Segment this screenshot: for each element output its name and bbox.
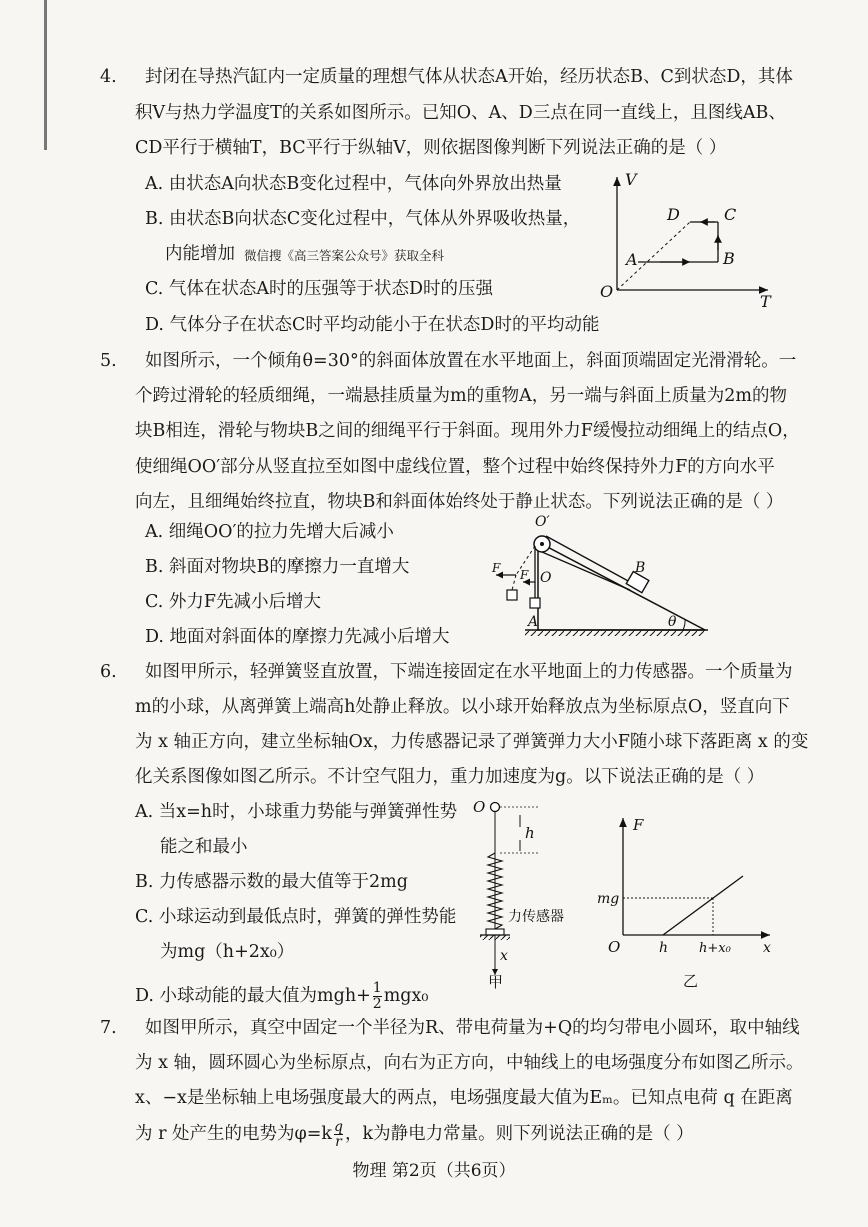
label-o-prime: O′ (535, 514, 550, 530)
question-5-stem-line: 如图所示，一个倾角θ=30°的斜面体放置在水平地面上，斜面顶端固定光滑滑轮。一 (145, 351, 797, 371)
pulley-axle (540, 542, 544, 546)
f-label: F (633, 816, 644, 834)
v-label: V (625, 170, 637, 189)
origin-label: O (600, 282, 614, 301)
option-d-prefix: D. 小球动能的最大值为mgh+ (135, 986, 371, 1006)
caption-yi: 乙 (683, 972, 699, 990)
sensor-label: 力传感器 (508, 909, 564, 925)
question-6-option-b: B. 力传感器示数的最大值等于2mg (135, 872, 408, 892)
question-6-option-c-cont: 为mg（h+2x₀） (160, 942, 295, 962)
theta-arc (683, 619, 685, 630)
page-footer: 物理 第2页（共6页） (352, 1161, 516, 1181)
fraction-denominator: r (335, 1134, 342, 1150)
force-sensor (486, 929, 504, 935)
question-4-option-b: B. 由状态B向状态C变化过程中，气体从外界吸收热量， (145, 209, 581, 229)
ground-hatch (525, 630, 705, 636)
yi-x-label: x (763, 940, 771, 956)
margin-line (44, 0, 47, 150)
weight-a-solid (530, 598, 540, 608)
point-c-label: C (724, 205, 737, 224)
h-plus-x0-label: h+x₀ (699, 941, 731, 956)
mg-label: mg (597, 891, 620, 907)
label-f-dashed: F (492, 561, 501, 575)
label-a: A (528, 614, 539, 630)
question-4-option-c: C. 气体在状态A时的压强等于状态D时的压强 (145, 279, 494, 299)
label-o: O (540, 570, 552, 586)
question-7-stem-line: 如图甲所示，真空中固定一个半径为R、带电荷量为+Q的均匀带电小圆环，取中轴线 (145, 1018, 800, 1038)
spring-figure-jia (460, 795, 590, 995)
question-6-option-a: A. 当x=h时，小球重力势能与弹簧弹性势 (135, 802, 458, 822)
caption-jia: 甲 (488, 973, 504, 991)
t-label: T (760, 292, 771, 311)
question-5-option-d: D. 地面对斜面体的摩擦力先减小后增大 (145, 627, 450, 647)
question-6-option-c: C. 小球运动到最低点时，弹簧的弹性势能 (135, 907, 457, 927)
f-x-graph-yi (597, 810, 780, 990)
question-number: 5. (100, 351, 117, 371)
question-6-stem-line: 化关系图像如图乙所示。不计空气阻力，重力加速度为g。以下说法正确的是（ ） (135, 767, 765, 787)
fraction-numerator: q (334, 1119, 343, 1135)
label-b: B (635, 560, 646, 576)
question-4-stem-line: CD平行于横轴T，BC平行于纵轴V，则依据图像判断下列说法正确的是（ ） (135, 138, 727, 158)
question-number: 7. (100, 1018, 117, 1038)
incline-pulley-figure (480, 512, 730, 647)
fraction-numerator: 1 (372, 980, 382, 996)
jia-h-label: h (525, 824, 535, 842)
point-a-label: A (626, 250, 638, 269)
question-5-stem-line: 向左，且细绳始终拉直，物块B和斜面体始终处于静止状态。下列说法正确的是（ ） (135, 492, 784, 512)
question-number: 4. (100, 67, 117, 87)
point-b-label: B (723, 249, 735, 268)
question-6-stem-line: 为 x 轴正方向，建立坐标轴Ox，力传感器记录了弹簧弹力大小F随小球下落距离 x 的变 (135, 732, 809, 752)
question-7-stem-line: 为 x 轴，圆环圆心为坐标原点，向右为正方向，中轴线上的电场强度分布如图乙所示。 (135, 1053, 804, 1073)
weight-a-dashed (507, 590, 517, 600)
h-tick-label: h (659, 940, 669, 956)
question-4-option-a: A. 由状态A向状态B变化过程中，气体向外界放出热量 (145, 174, 562, 194)
rope-dashed-lower (512, 575, 516, 590)
yi-origin-label: O (608, 938, 621, 956)
label-theta: θ (668, 614, 677, 630)
question-5-stem-line: 块B相连，滑轮与物块B之间的细绳平行于斜面。现用外力F缓慢拉动细绳上的结点O， (135, 421, 800, 441)
question-5-stem-line: 个跨过滑轮的轻质细绳，一端悬挂质量为m的重物A，另一端与斜面上质量为2m的物 (135, 386, 787, 406)
sensor-hatch (480, 935, 510, 940)
question-4-stem-line: 封闭在导热汽缸内一定质量的理想气体从状态A开始，经历状态B、C到状态D，其体 (145, 67, 793, 87)
question-6-stem-line: 如图甲所示，轻弹簧竖直放置，下端连接固定在水平地面上的力传感器。一个质量为 (145, 662, 793, 682)
potential-prefix: 为 r 处产生的电势为φ=k (135, 1124, 333, 1144)
question-7-stem-line-last (135, 1120, 694, 1149)
potential-suffix: ，k为静电力常量。则下列说法正确的是（ ） (344, 1124, 694, 1144)
question-4-stem-line: 积V与热力学温度T的关系如图所示。已知O、A、D三点在同一直线上，且图线AB、 (135, 103, 786, 123)
question-5-option-c: C. 外力F先减小后增大 (145, 592, 322, 612)
option-d-suffix: mgx₀ (383, 986, 429, 1006)
question-5-stem-line: 使细绳OO′部分从竖直拉至如图中虚线位置，整个过程中始终保持外力F的方向水平 (135, 457, 775, 477)
fraction-q-over-r (334, 1120, 343, 1149)
question-6-stem-line: m的小球，从离弹簧上端高h处静止释放。以小球开始释放点为坐标原点O，竖直向下 (135, 697, 790, 717)
question-6-option-a-cont: 能之和最小 (160, 837, 248, 857)
question-7-stem-line: x、−x是坐标轴上电场强度最大的两点，电场强度最大值为Eₘ。已知点电荷 q 在距离 (135, 1088, 793, 1108)
point-d-label: D (667, 205, 680, 224)
fraction-half (373, 981, 382, 1012)
vt-graph (590, 165, 790, 315)
force-line (663, 876, 743, 935)
jia-x-label: x (500, 948, 508, 964)
question-4-option-d: D. 气体分子在状态C时平均动能小于在状态D时的平均动能 (145, 315, 600, 335)
question-4-option-b-cont: 内能增加 (165, 244, 235, 264)
question-5-option-a: A. 细绳OO′的拉力先增大后减小 (145, 522, 394, 542)
label-f: F (520, 568, 529, 582)
question-6-option-d (135, 981, 428, 1012)
question-5-option-b: B. 斜面对物块B的摩擦力一直增大 (145, 557, 410, 577)
watermark-text: 微信搜《高三答案公众号》获取全科 (244, 248, 445, 263)
ball (491, 803, 500, 812)
jia-origin-label: O (473, 798, 486, 816)
fraction-denominator: 2 (372, 996, 382, 1012)
question-number: 6. (100, 662, 117, 682)
